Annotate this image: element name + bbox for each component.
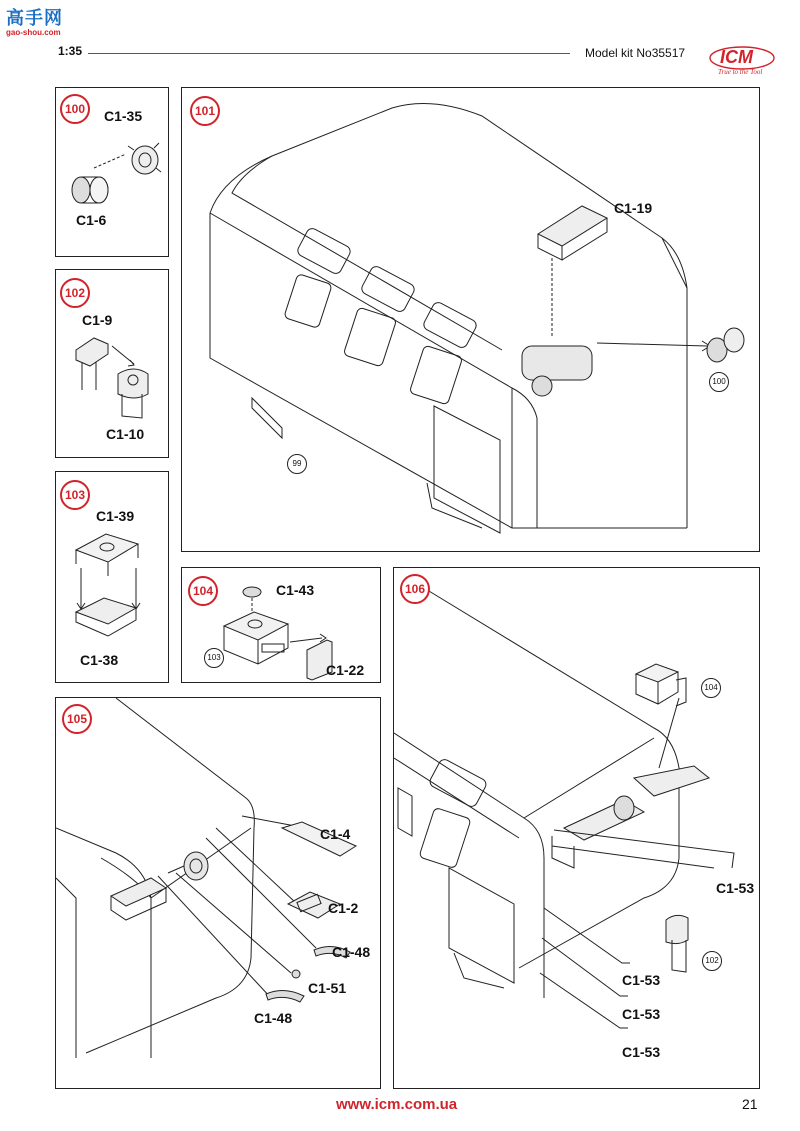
part-label: C1-6 [76, 212, 107, 228]
watermark [6, 4, 76, 38]
part-label: C1-38 [80, 652, 119, 668]
part-label: C1-4 [320, 826, 351, 842]
step-103-panel [55, 471, 169, 683]
logo-tagline: True to the Tool [718, 68, 763, 76]
step-104-panel [181, 567, 381, 683]
part-label: C1-2 [328, 900, 359, 916]
watermark-brand: 高手网 [6, 8, 63, 29]
step-100-badge: 100 [60, 94, 90, 124]
step-103-badge: 103 [60, 480, 90, 510]
step-105-drawing [56, 698, 382, 1090]
part-label: C1-35 [104, 108, 143, 124]
header-rule [88, 53, 570, 54]
step-105-badge: 105 [62, 704, 92, 734]
footer-url[interactable]: www.icm.com.ua [336, 1096, 458, 1113]
step-102-badge: 102 [60, 278, 90, 308]
part-label: C1-43 [276, 582, 315, 598]
step-104-badge: 104 [188, 576, 218, 606]
step-100-panel [55, 87, 169, 257]
ref-step: 100 [709, 372, 729, 392]
part-label: C1-48 [332, 944, 371, 960]
part-label: C1-53 [716, 880, 755, 896]
step-106-panel [393, 567, 760, 1089]
part-label: C1-19 [614, 200, 653, 216]
part-label: C1-9 [82, 312, 113, 328]
part-label: C1-10 [106, 426, 145, 442]
ref-step: 99 [287, 454, 307, 474]
logo-text: ICM [720, 47, 753, 67]
ref-step: 104 [701, 678, 721, 698]
ref-step: 103 [204, 648, 224, 668]
watermark-site: gao-shou.com [6, 28, 61, 37]
scale-label: 1:35 [58, 44, 83, 58]
step-101-badge: 101 [190, 96, 220, 126]
step-101-panel [181, 87, 760, 552]
part-label: C1-22 [326, 662, 365, 678]
step-101-drawing [182, 88, 761, 553]
step-106-drawing [394, 568, 761, 1090]
part-label: C1-48 [254, 1010, 293, 1026]
kit-number: Model kit No35517 [585, 46, 686, 60]
icm-logo [706, 40, 776, 78]
part-label: C1-53 [622, 972, 661, 988]
ref-step: 102 [702, 951, 722, 971]
part-label: C1-39 [96, 508, 135, 524]
part-label: C1-51 [308, 980, 347, 996]
part-label: C1-53 [622, 1006, 661, 1022]
step-106-badge: 106 [400, 574, 430, 604]
step-102-panel [55, 269, 169, 458]
part-label: C1-53 [622, 1044, 661, 1060]
step-105-panel [55, 697, 381, 1089]
page-number: 21 [742, 1096, 758, 1112]
